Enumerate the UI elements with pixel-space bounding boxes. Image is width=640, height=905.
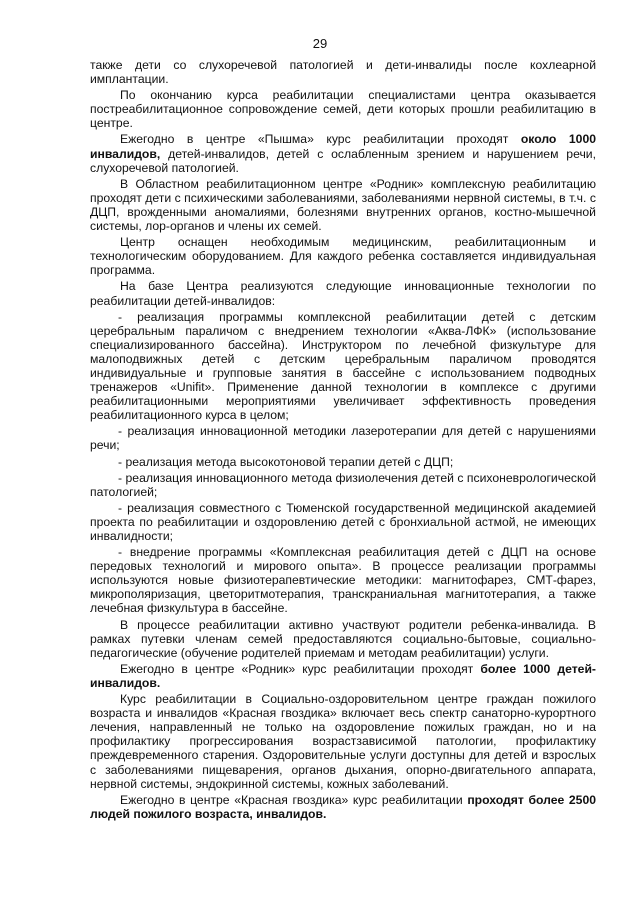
paragraph-text: Ежегодно в центре «Красная гвоздика» курс реабилитации <box>120 792 468 807</box>
paragraph-text: Центр оснащен необходимым медицинским, реабилитационным и технологическим оборудованием. Для каждого ребенка составляется индивидуальная программа. <box>90 235 596 278</box>
paragraph-text: - реализация совместного с Тюменской государственной медицинской академией проекта по реабилитации и оздоровлению детей с бронхиальной астмой, не имеющих инвалидности; <box>90 500 596 543</box>
bold-figure: проходят более 2500 людей пожилого возраста, инвалидов. <box>90 792 596 821</box>
bold-figure: более 1000 детей-инвалидов. <box>90 661 596 690</box>
paragraph-text: В Областном реабилитационном центре «Родник» комплексную реабилитацию проходят дети с психическими заболеваниями, заболеваниями нервной системы, в т.ч. с ДЦП, врожденными аномалиями, болезнями внутренних органов, костно-мышечной системы, лор-органов и члены их семей. <box>90 176 596 234</box>
list-item-program <box>90 545 596 615</box>
paragraph-text: также дети со слухоречевой патологией и дети-инвалиды после кохлеарной имплантации. <box>90 58 596 87</box>
paragraph-text: По окончанию курса реабилитации специалистами центра оказывается постреабилитационное сопровождение семей, дети которых прошли реабилитацию в центре. <box>90 88 596 131</box>
document-body <box>90 58 596 823</box>
paragraph-text: Курс реабилитации в Социально-оздоровительном центре граждан пожилого возраста и инвалидов «Красная гвоздика» включает весь спектр санаторно-курортного лечения, направленный не только на оздоровление пожилых граждан, но и на профилактику прогрессирования возрастзависимой патологии, профилактику преждевременного старения. Оздоровительные услуги доступны для детей и взрослых с заболеваниями пищеварения, органов дыхания, опорно-двигательного аппарата, нервной системы, эндокринной системы, кожных заболеваний. <box>90 692 596 791</box>
paragraph-text: - реализация программы комплексной реабилитации детей с детским церебральным параличом с внедрением технологии «Аква-ЛФК» (использование специализированного бассейна). Инструктором по лечебной физкультуре для малоподвижных детей с детским церебральным параличом проводятся индивидуальные и групповые занятия в бассейне с использованием подводных тренажеров «Unifit». Применение данной технологии в комплексе с другими реабилитационными мероприятиями увеличивает эффективность проведения реабилитационного курса в целом; <box>90 309 596 423</box>
paragraph-text: Ежегодно в центре «Пышма» курс реабилитации проходят <box>120 132 521 147</box>
page-number: 29 <box>312 36 328 51</box>
list-item-hightone <box>90 455 596 469</box>
paragraph-rodnik-count <box>90 662 596 690</box>
list-item-asthma <box>90 501 596 543</box>
paragraph-text: детей-инвалидов, детей с ослабленным зрением и нарушением речи, слухоречевой патологией. <box>90 146 596 175</box>
paragraph-4 <box>90 177 596 233</box>
paragraph-5 <box>90 235 596 277</box>
list-item-laser <box>90 424 596 452</box>
paragraph-text: - внедрение программы «Комплексная реабилитация детей с ДЦП на основе передовых технологий и мирового опыта». В процессе реализации программы используются новые физиотерапевтические методики: магнитофарез, СМТ-фарез, микрополяризация, цветоритмотерапия, транскраниальная магнитотерапия, а также лечебная физкультура в бассейне. <box>90 545 596 616</box>
paragraph-gvozdika <box>90 692 596 791</box>
paragraph-text: - реализация инновационной методики лазеротерапии для детей с нарушениями речи; <box>90 424 596 453</box>
paragraph-2 <box>90 88 596 130</box>
paragraph-text: - реализация инновационного метода физиолечения детей с психоневрологической патологией; <box>90 470 596 499</box>
paragraph-6 <box>90 279 596 307</box>
paragraph-text: В процессе реабилитации активно участвуют родители ребенка-инвалида. В рамках путевки членам семей предоставляются социально-бытовые, социально-педагогические (обучение родителей приемам и методам реабилитации) услуги. <box>90 617 596 660</box>
bold-figure: около 1000 инвалидов, <box>90 132 596 161</box>
paragraph-text: На базе Центра реализуются следующие инновационные технологии по реабилитации детей-инвалидов: <box>90 279 596 308</box>
paragraph-1 <box>90 58 596 86</box>
paragraph-text: - реализация метода высокотоновой терапии детей с ДЦП; <box>118 454 454 469</box>
paragraph-text: Ежегодно в центре «Родник» курс реабилитации проходят <box>120 661 481 676</box>
paragraph-gvozdika-count <box>90 793 596 821</box>
list-item-physio <box>90 471 596 499</box>
list-item-aqua <box>90 310 596 423</box>
paragraph-parents <box>90 618 596 660</box>
paragraph-3 <box>90 132 596 174</box>
